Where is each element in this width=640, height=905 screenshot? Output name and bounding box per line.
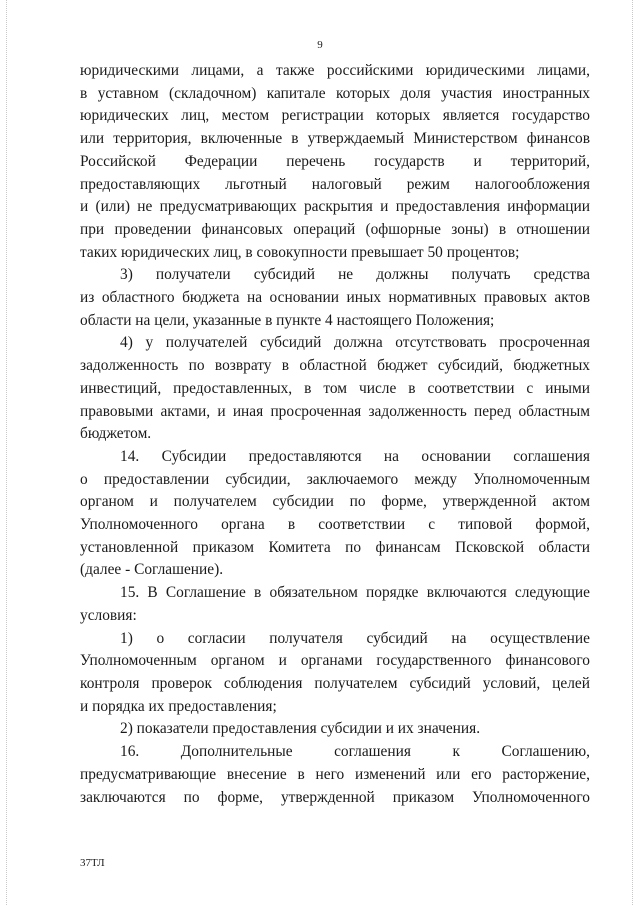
footer-document-code: 37ТЛ xyxy=(80,857,105,869)
text-line: задолженность по возврату в областной бюджет субсидий, бюджетных xyxy=(80,357,590,375)
scan-edge-left xyxy=(6,0,8,905)
text-line: 14. Субсидии предоставляются на основании соглашения xyxy=(120,447,590,465)
text-line: органом и получателем субсидии по форме, утвержденной актом xyxy=(80,493,590,511)
text-line: при проведении финансовых операций (офшорные зоны) в отношении xyxy=(80,220,590,238)
text-line: условия: xyxy=(80,606,137,624)
text-line: в уставном (складочном) капитале которых доля участия иностранных xyxy=(80,84,590,102)
text-line: юридических лиц, местом регистрации которых является государство xyxy=(80,107,590,125)
text-line: Уполномоченного органа в соответствии с типовой формой, xyxy=(80,516,590,534)
text-line: и (или) не предусматривающих раскрытия и предоставления информации xyxy=(80,198,590,216)
text-line: и порядка их предоставления; xyxy=(80,697,277,715)
text-line: бюджетом. xyxy=(80,425,152,443)
text-line: из областного бюджета на основании иных нормативных правовых актов xyxy=(80,289,590,307)
text-line: установленной приказом Комитета по финансам Псковской области xyxy=(80,538,590,556)
document-body xyxy=(80,60,590,809)
text-line: 15. В Соглашение в обязательном порядке включаются следующие xyxy=(120,584,590,602)
text-line: Уполномоченным органом и органами государственного финансового xyxy=(80,652,590,670)
text-line: правовыми актами, и иная просроченная задолженность перед областным xyxy=(80,402,590,420)
text-line: предусматривающие внесение в него изменений или его расторжение, xyxy=(80,765,590,783)
text-line: о предоставлении субсидии, заключаемого между Уполномоченным xyxy=(80,470,590,488)
text-line: инвестиций, предоставленных, в том числе в соответствии с иными xyxy=(80,379,590,397)
scan-edge-right xyxy=(632,0,634,905)
text-line: или территория, включенные в утверждаемый Министерством финансов xyxy=(80,130,590,148)
text-line: 4) у получателей субсидий должна отсутствовать просроченная xyxy=(120,334,590,352)
text-line: предоставляющих льготный налоговый режим налогообложения xyxy=(80,175,590,193)
text-line: 16. Дополнительные соглашения к Соглашению, xyxy=(120,743,590,761)
text-line: области на цели, указанные в пункте 4 настоящего Положения; xyxy=(80,311,495,329)
text-line: (далее - Соглашение). xyxy=(80,561,224,579)
text-line: 2) показатели предоставления субсидии и их значения. xyxy=(120,720,481,738)
text-line: 1) о согласии получателя субсидий на осуществление xyxy=(120,629,590,647)
text-line: 3) получатели субсидий не должны получать средства xyxy=(120,266,590,284)
text-line: контроля проверок соблюдения получателем субсидий условий, целей xyxy=(80,674,590,692)
text-line: заключаются по форме, утвержденной приказом Уполномоченного xyxy=(80,788,590,806)
text-line: Российской Федерации перечень государств и территорий, xyxy=(80,152,590,170)
text-line: юридическими лицами, а также российскими юридическими лицами, xyxy=(80,62,590,79)
text-line: таких юридических лиц, в совокупности превышает 50 процентов; xyxy=(80,243,520,261)
page-number: 9 xyxy=(317,39,323,51)
